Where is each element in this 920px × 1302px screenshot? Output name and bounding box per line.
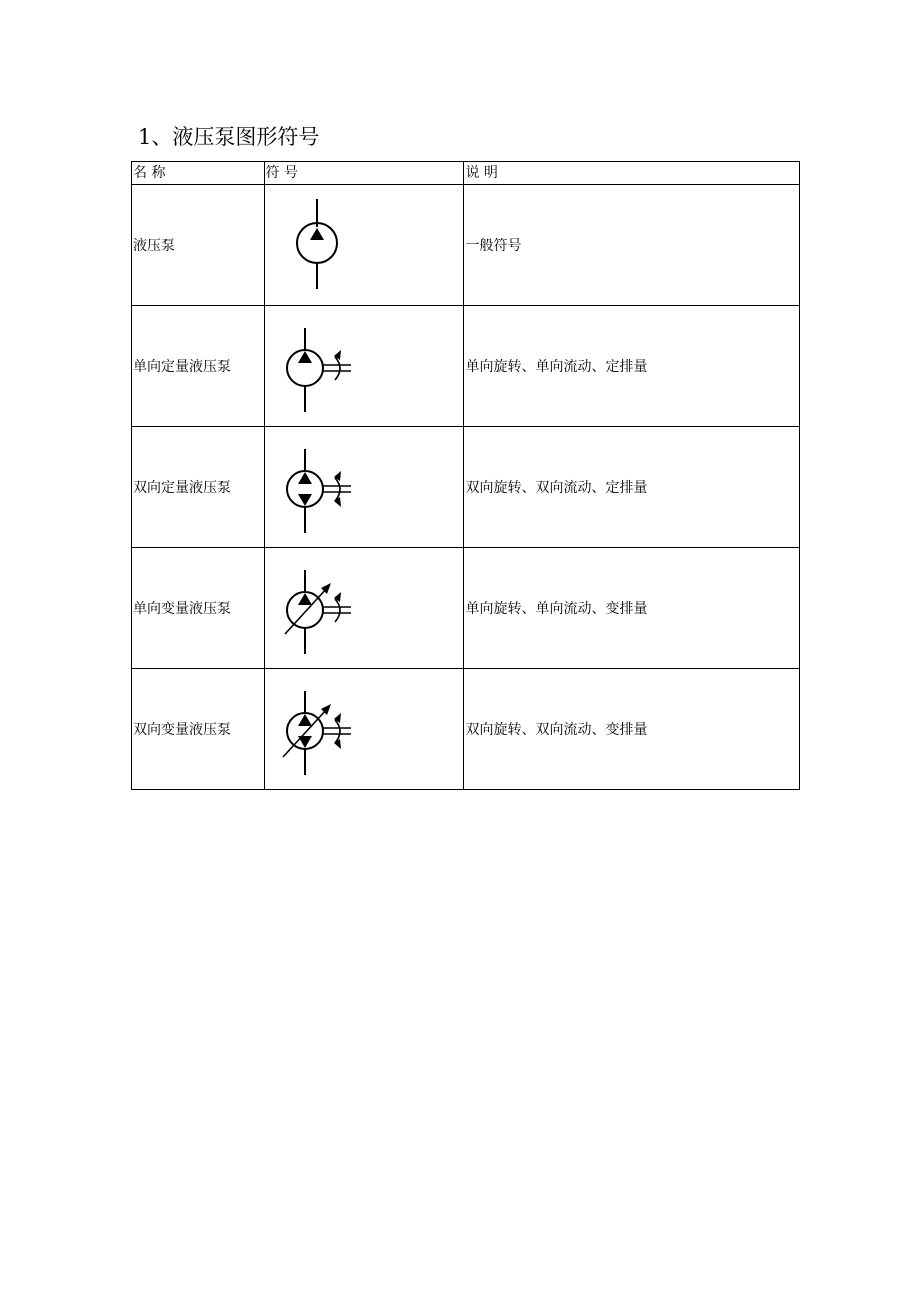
pump-symbol [264,306,464,427]
pump-symbol [264,548,464,669]
pump-symbol-table [131,161,800,790]
pump-name: 双向变量液压泵 [132,669,265,790]
hydraulic-pump-general-icon [269,189,369,301]
unidirectional-variable-pump-icon [269,552,369,664]
table-row [132,427,800,548]
pump-description: 单向旋转、单向流动、定排量 [464,306,800,427]
pump-symbol [264,185,464,306]
pump-name: 单向定量液压泵 [132,306,265,427]
header-description: 说 明 [464,162,800,185]
table-header-row [132,162,800,185]
pump-description: 一般符号 [464,185,800,306]
section-heading: 1、液压泵图形符号 [138,125,320,149]
pump-description: 双向旋转、双向流动、定排量 [464,427,800,548]
bidirectional-fixed-pump-icon [269,431,369,543]
bidirectional-variable-pump-icon [269,673,369,785]
unidirectional-fixed-pump-icon [269,310,369,422]
pump-symbol [264,427,464,548]
table-row [132,548,800,669]
pump-description: 双向旋转、双向流动、变排量 [464,669,800,790]
pump-description: 单向旋转、单向流动、变排量 [464,548,800,669]
pump-name: 单向变量液压泵 [132,548,265,669]
header-symbol: 符 号 [264,162,464,185]
pump-symbol [264,669,464,790]
table-row [132,185,800,306]
pump-name: 液压泵 [132,185,265,306]
table-row [132,306,800,427]
table-row [132,669,800,790]
pump-name: 双向定量液压泵 [132,427,265,548]
header-name: 名 称 [132,162,265,185]
